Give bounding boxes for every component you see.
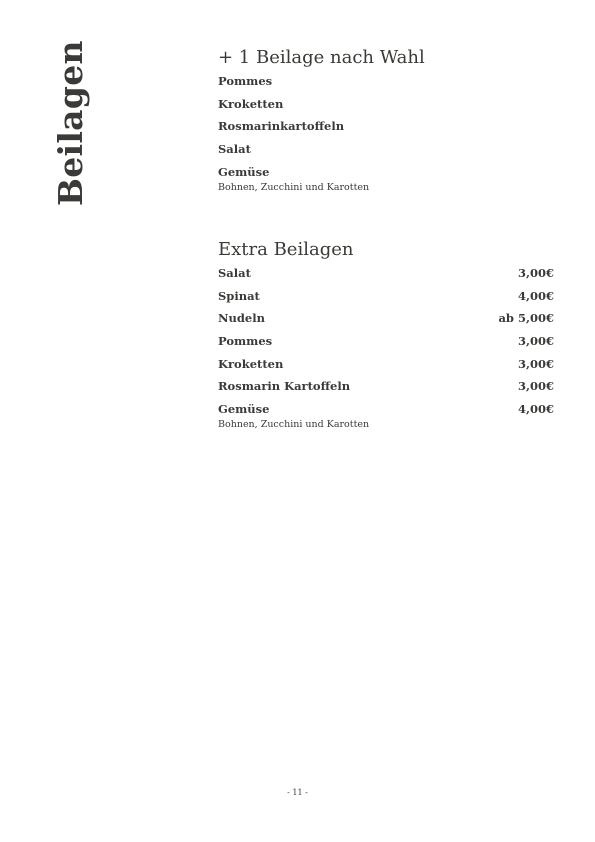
- menu-item: [218, 97, 554, 120]
- extra-section: [218, 239, 554, 431]
- menu-item-price: 4,00€: [517, 288, 554, 303]
- menu-item-name: Gemüse: [218, 164, 270, 179]
- menu-item: [218, 289, 554, 312]
- menu-item: [218, 402, 554, 431]
- menu-item-price: 3,00€: [517, 379, 554, 394]
- menu-item-price: 4,00€: [517, 402, 554, 417]
- menu-item: [218, 379, 554, 402]
- menu-item-description: Bohnen, Zucchini und Karotten: [218, 419, 370, 431]
- menu-item: [218, 164, 554, 193]
- menu-item: [218, 74, 554, 97]
- menu-item: [218, 266, 554, 289]
- page-number: - 11 -: [287, 788, 308, 797]
- menu-item-name: Gemüse: [218, 402, 270, 417]
- menu-item-name: Pommes: [218, 334, 273, 349]
- menu-item-name: Pommes: [218, 74, 273, 88]
- choice-section: [218, 47, 554, 193]
- menu-item-name: Nudeln: [218, 311, 265, 326]
- menu-item-description: Bohnen, Zucchini und Karotten: [218, 181, 370, 193]
- menu-item: [218, 311, 554, 334]
- extra-section-heading: Extra Beilagen: [218, 239, 354, 260]
- choice-item-list: [218, 74, 554, 193]
- choice-section-heading: + 1 Beilage nach Wahl: [218, 47, 425, 68]
- page-side-title: Beilagen: [51, 40, 90, 206]
- menu-item-name: Rosmarinkartoffeln: [218, 119, 345, 134]
- menu-item-price: 3,00€: [517, 356, 554, 371]
- menu-item-name: Rosmarin Kartoffeln: [218, 379, 351, 394]
- menu-item-name: Salat: [218, 266, 251, 280]
- menu-item: [218, 334, 554, 357]
- extra-item-list: [218, 266, 554, 431]
- menu-item-name: Kroketten: [218, 96, 284, 111]
- menu-item-name: Salat: [218, 142, 251, 157]
- menu-item: [218, 142, 554, 165]
- menu-item-name: Kroketten: [218, 356, 284, 371]
- menu-item-price: ab 5,00€: [498, 311, 554, 326]
- menu-item: [218, 119, 554, 142]
- menu-item-name: Spinat: [218, 288, 260, 303]
- menu-item: [218, 357, 554, 380]
- menu-item-price: 3,00€: [517, 266, 554, 280]
- menu-item-price: 3,00€: [517, 334, 554, 349]
